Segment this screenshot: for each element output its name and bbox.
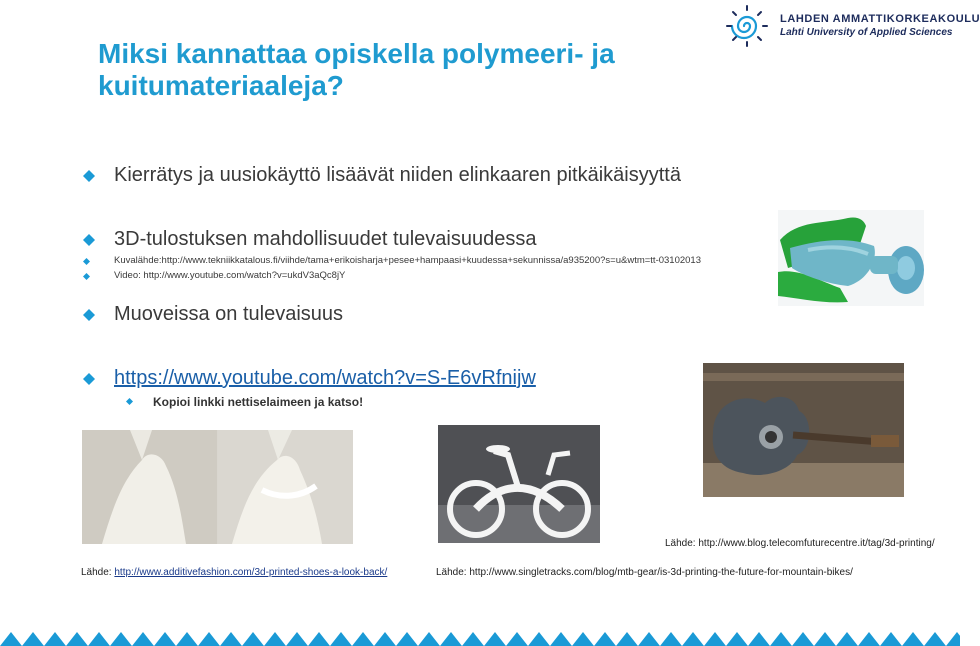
logo-name-en: Lahti University of Applied Sciences [780,27,953,38]
shoes-caption-prefix: Lähde: [81,567,115,578]
spiral-logo-icon [724,4,770,48]
lamk-logo [724,4,980,48]
logo-name-fi: LAHDEN AMMATTIKORKEAKOULU [780,13,980,25]
slide-title: Miksi kannattaa opiskella polymeeri- ja kuitumateriaaleja? [98,38,615,101]
toothbrush-image [778,210,924,306]
diamond-bullet-icon [83,170,95,182]
bullet-3d-printing: 3D-tulostuksen mahdollisuudet tulevaisuudessa [114,228,537,250]
shoes-source-link[interactable]: http://www.additivefashion.com/3d-printed-shoes-a-look-back/ [114,567,388,578]
diamond-bullet-icon [83,258,90,265]
bullet-future-plastics: Muoveissa on tulevaisuus [114,303,344,325]
guitar-source-caption: Lähde: http://www.blog.telecomfuturecentre.it/tag/3d-printing/ [665,538,935,549]
bike-image [438,425,600,543]
bike-source-caption: Lähde: http://www.singletracks.com/blog/mtb-gear/is-3d-printing-the-future-for-mountain-bikes/ [436,567,853,578]
diamond-bullet-icon [83,273,90,280]
diamond-bullet-icon [126,398,133,405]
youtube-link[interactable]: https://www.youtube.com/watch?v=S-E6vRfnijw [114,367,536,389]
diamond-bullet-icon [83,234,95,246]
diamond-bullet-icon [83,309,95,321]
image-source-text: Kuvalähde:http://www.tekniikkatalous.fi/viihde/tama+erikoisharja+pesee+hampaasi+kuudessa+sekunnissa/a935200?s=u&wtm=tt-03102013 [114,255,702,266]
shoes-image [82,430,353,544]
decorative-bottom-band [0,632,960,646]
video-source-text: Video: http://www.youtube.com/watch?v=ukdV3aQc8jY [114,270,346,281]
shoes-source-caption [81,567,387,578]
copy-link-instruction: Kopioi linkki nettiselaimeen ja katso! [153,395,364,409]
guitar-image [703,363,904,497]
diamond-bullet-icon [83,373,95,385]
bullet-recycling: Kierrätys ja uusiokäyttö lisäävät niiden elinkaaren pitkäikäisyyttä [114,164,681,186]
